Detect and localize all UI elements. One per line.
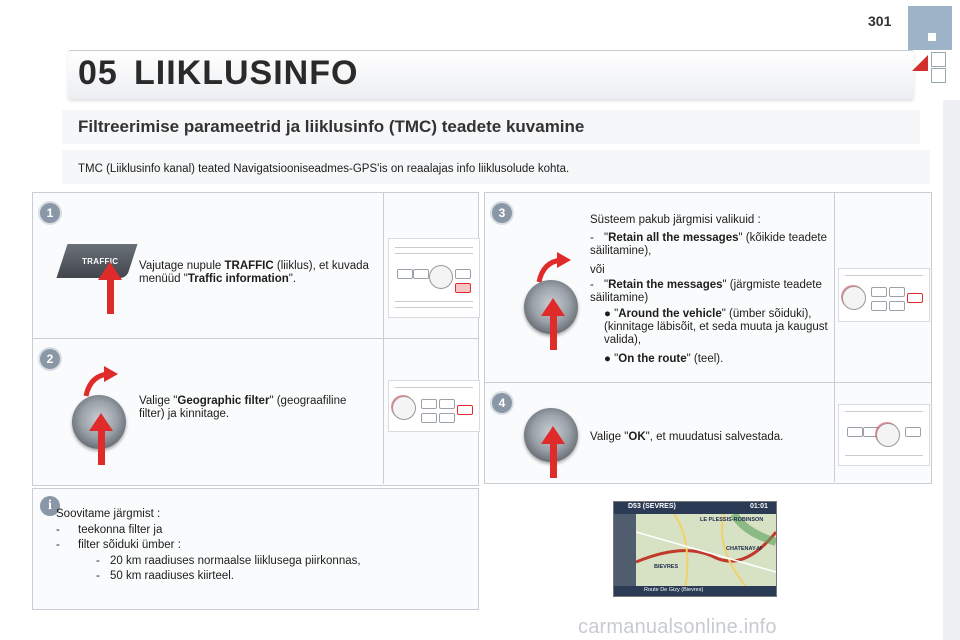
option-2-bullet-1: ● "Around the vehicle" (ümber sõiduki), (kinnitage läbisõit, et seda muuta ja kaugust valida),	[604, 308, 828, 346]
corner-tab-mark	[928, 33, 936, 41]
chapter-marker-box	[931, 52, 946, 67]
option-2-bullet-2: ● "On the route" (teel).	[604, 353, 724, 365]
press-arrow-icon	[544, 426, 562, 478]
radio-panel-icon	[388, 238, 480, 318]
info-text	[56, 507, 466, 585]
press-arrow-icon	[544, 298, 562, 350]
step-badge-1: 1	[40, 203, 60, 223]
radio-panel-icon	[388, 380, 480, 432]
map-place-label: LE PLESSIS-ROBINSON	[700, 517, 764, 523]
radio-panel-icon	[838, 268, 930, 322]
section-subtitle: Filtreerimise parameetrid ja liiklusinfo (TMC) teadete kuvamine	[78, 117, 585, 136]
step-1-text: Vajutage nupule TRAFFIC (liiklus), et kuvada menüüd "Traffic information".	[139, 260, 369, 285]
side-strip	[943, 100, 960, 640]
title-corner-accent	[912, 55, 928, 71]
map-road-name: D53 (SEVRES)	[628, 503, 676, 510]
or-label: või	[590, 264, 605, 276]
map-place-label: CHATENAY-M	[726, 546, 762, 552]
step-badge-4: 4	[492, 393, 512, 413]
info-line: - 50 km raadiuses kiirteel.	[96, 570, 234, 582]
map-place-label: BIEVRES	[654, 564, 679, 570]
step-badge-2: 2	[40, 349, 60, 369]
corner-tab	[908, 6, 952, 50]
option-1: - "Retain all the messages" (kõikide teadete säilitamine),	[590, 232, 827, 257]
map-side-panel	[614, 514, 636, 586]
step-badge-3: 3	[492, 203, 512, 223]
press-arrow-icon	[101, 262, 119, 314]
panel-divider	[383, 338, 384, 484]
intro-text: TMC (Liiklusinfo kanal) teated Navigatsiooniseadmes-GPS'is on reaalajas info liiklusolude kohta.	[78, 163, 570, 175]
panel-divider	[834, 382, 835, 482]
info-line: - teekonna filter ja	[56, 523, 163, 536]
map-current-road: Route De Gizy (Bievres)	[644, 587, 704, 593]
info-icon: i	[40, 496, 60, 516]
info-line: - 20 km raadiuses normaalse liiklusega piirkonnas,	[96, 554, 361, 567]
info-line: Soovitame järgmist :	[56, 508, 161, 520]
radio-panel-icon	[838, 404, 930, 466]
press-arrow-icon	[92, 413, 110, 465]
panel-divider	[383, 192, 384, 338]
chapter-marker-box	[931, 68, 946, 83]
chapter-title: LIIKLUSINFO	[134, 54, 359, 92]
step-3-intro: Süsteem pakub järgmisi valikuid :	[590, 214, 761, 226]
step-4-text: Valige "OK", et muudatusi salvestada.	[590, 431, 784, 443]
traffic-key-label: TRAFFIC	[82, 257, 119, 266]
step-3-text	[590, 214, 828, 366]
step-2-text: Valige "Geographic filter" (geograafiline filter) ja kinnitage.	[139, 395, 347, 420]
watermark: carmanualsonline.info	[578, 616, 777, 638]
page-number: 301	[868, 13, 892, 29]
chapter-number: 05	[78, 54, 118, 92]
navigation-map-image	[613, 501, 777, 597]
info-line: - filter sõiduki ümber :	[56, 539, 181, 551]
map-clock: 01:01	[750, 503, 768, 510]
panel-divider	[834, 192, 835, 382]
option-2: - "Retain the messages" (järgmiste teadete säilitamine)	[590, 279, 822, 304]
